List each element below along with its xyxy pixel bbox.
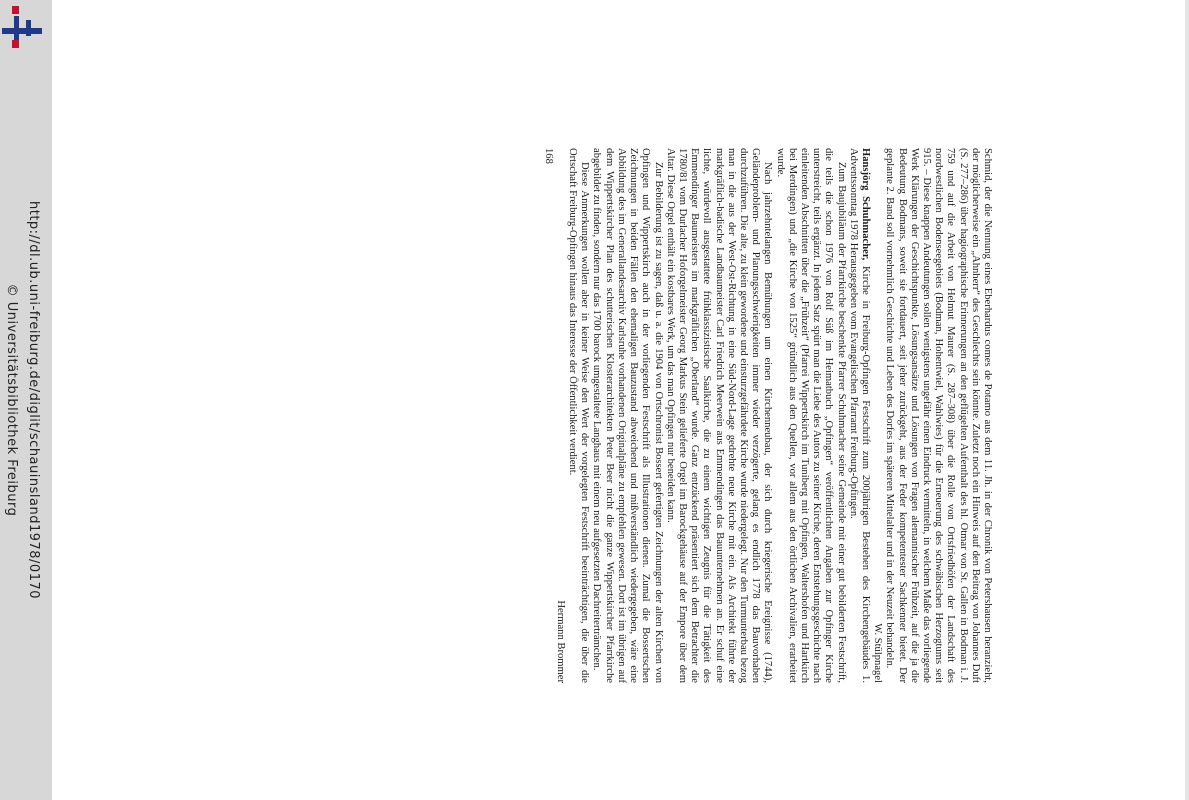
copyright-text: © Universitätsbibliothek Freiburg	[4, 283, 19, 517]
scanned-page	[248, 148, 993, 683]
review-signature-1: W. Stülpnagel	[872, 623, 884, 683]
right-scroll-edge	[1185, 0, 1189, 800]
review-paragraph-4: Zur Bebilderung ist zu sagen, daß u. a. die 1904 von Ortschronist Bossert gefertigten Zeichnungen der alten Kirchen von Opfingen und Wippertskirch auch in der vorliegenden Festschrift als Illustrationen dienen. Zumal die Bossertschen Zeichnungen in beiden Fällen den ehemaligen Bauzustand abweichend und mißverständlich wiedergegeben, wäre eine Abbildung des im Generallandesarchiv Karlsruhe vorhandenen Originalpläne zu empfehlen gewesen. Dort ist im übrigen auf dem Wippertskircher Plan des schutterischen Klosterarchitekten Peter Beer nicht die ganze Wippertskircher Pfarrkirche abgebildet zu finden, sondern nur das 1700 barock umgestaltete Langhaus mit einem neu aufgesetzten Dachreiterträmchen.	[591, 148, 664, 683]
review-signature-2: Hermann Brommer	[554, 600, 566, 683]
review-paragraph-1: Schmid, der die Nennung eines Eberhardus comes de Potamo aus dem 11. Jh. in der Chronik von Petershausen heranzieht, der möglicherweise ein „Ahnherr“ des Geschlechts sein könnte. Zuletzt noch ein Hinweis auf den Beitrag von Johannes Duft (S. 277–286) über hagiographische Erinnerungen an den geflügelten Aufenthalt des hl. Otmar von St. Gallen in Bodman i. J. 759 und auf die Arbeit von Helmut Maurer (S. 287–308) über die Rolle von Ortsfriedhöfen der Landschaft des nordwestlichen Bodenseegebiets (Bodman, Hohentwiel, Wahlwies) für die Erneuerung des schwäbischen Herzogtums seit 915. – Diese knappen Andeutungen sollen wenigstens ungefähr einen Eindruck vermitteln, in welchem Maße das vorliegende Werk Klärungen der Geschichtspunkte, Lösungsansätze und Lösungen von Fragen alemannischer Frühzeit, auf die ja die Bedeutung Bodmans, soweit sie fortdauert, seit jeher zurückgeht, aus der Feder kompetentester Sachkenner bietet. Der geplante 2. Band soll vornehmlich Geschichte und Leben des Dorfes im späteren Mittelalter und in der Neuzeit behandeln.	[884, 148, 993, 683]
review-paragraph-5: Diese Anmerkungen wollen aber in keiner Weise den Wert der vorgelegten Festschrift beeinträchtigen, die über die Ortschaft Freiburg-Opfingen hinaus das Interesse der Öffentlichkeit verdient.	[567, 148, 591, 683]
review-paragraph-3: Nach jahrzehntelangen Bemühungen um einen Kirchenneubau, der sich durch kriegerische Ereignisse (1744), Geländeproblem- und Planungsschwierigkeiten immer wieder verzögerte, gelang es endlich 1778 das Bauvorhaben durchzuführen. Die alte, zu klein gewordene und einsturzgefährdete Kirche wurde niedergelegt. Nur den Turmunterbau bezog man in die aus der West-Ost-Richtung in eine Süd-Nord-Lage gedrehte neue Kirche mit ein. Als Architekt führte der markgräflich-badische Landbaumeister Carl Friedrich Meerwein aus Emmendingen das Bauunternehmen an. Er schuf eine lichte, würdevoll ausgestattete frühklassizistische Saalkirche, die zu einem wichtigen Zeugnis für die Tätigkeit des Emmendinger Baumeisters im markgräflichen „Oberland“ wurde. Ganz entzückend präsentiert sich dem Betrachter die 1780/81 vom Durlacher Hoforgelmeister Georg Markus Stein gelieferte Orgel im Barockgehäuse auf der Empore über dem Altar. Diese Orgel enthält ein kostbares Werk, um das man Opfingen nur beneiden kann.	[664, 148, 774, 683]
source-url-link[interactable]: http://dl.ub.uni-freiburg.de/diglit/schauinsland1978/0170	[26, 200, 41, 600]
library-logo-icon[interactable]	[0, 0, 52, 52]
review-author: Hansjörg Schuhmacher,	[859, 148, 871, 261]
page-number: 168	[542, 148, 554, 164]
source-info	[0, 201, 44, 599]
viewer-sidebar	[0, 0, 52, 800]
review-title: Kirche in Freiburg-Opfingen Festschrift zum 200jährigen Bestehen des Kirchengebäudes 1. Adventssonntag 1978 Herausgegeben vom Evangelischen Pfarramt Freiburg-Opfingen.	[847, 148, 871, 683]
review-paragraph-2: Zum Baujubiläum der Pfarrkirche beschenkte Pfarrer Schuhmacher seine Gemeinde mit einer gut bebilderten Festschrift, die teils die schon 1976 von Rolf Süß im Heimatbuch „Opfingen“ veröffentlichten Angaben zur Opfinger Kirche unterstreicht, teils ergänzt. In jedem Satz spürt man die Liebe des Autors zu seiner Kirche, deren Entstehungsgeschichte nach einleitenden Abschnitten über die „Frühzeit“ (Pfarrei Wippertskirch im Tuniberg mit Opfingen, Waltershofen und Hartkirch bei Merdingen) und „die Kirche von 1525“ gründlich aus den Quellen, vor allem aus den örtlichen Archivalien, erarbeitet wurde.	[774, 148, 847, 683]
review-heading	[847, 148, 871, 683]
scanned-page-area	[248, 148, 993, 683]
